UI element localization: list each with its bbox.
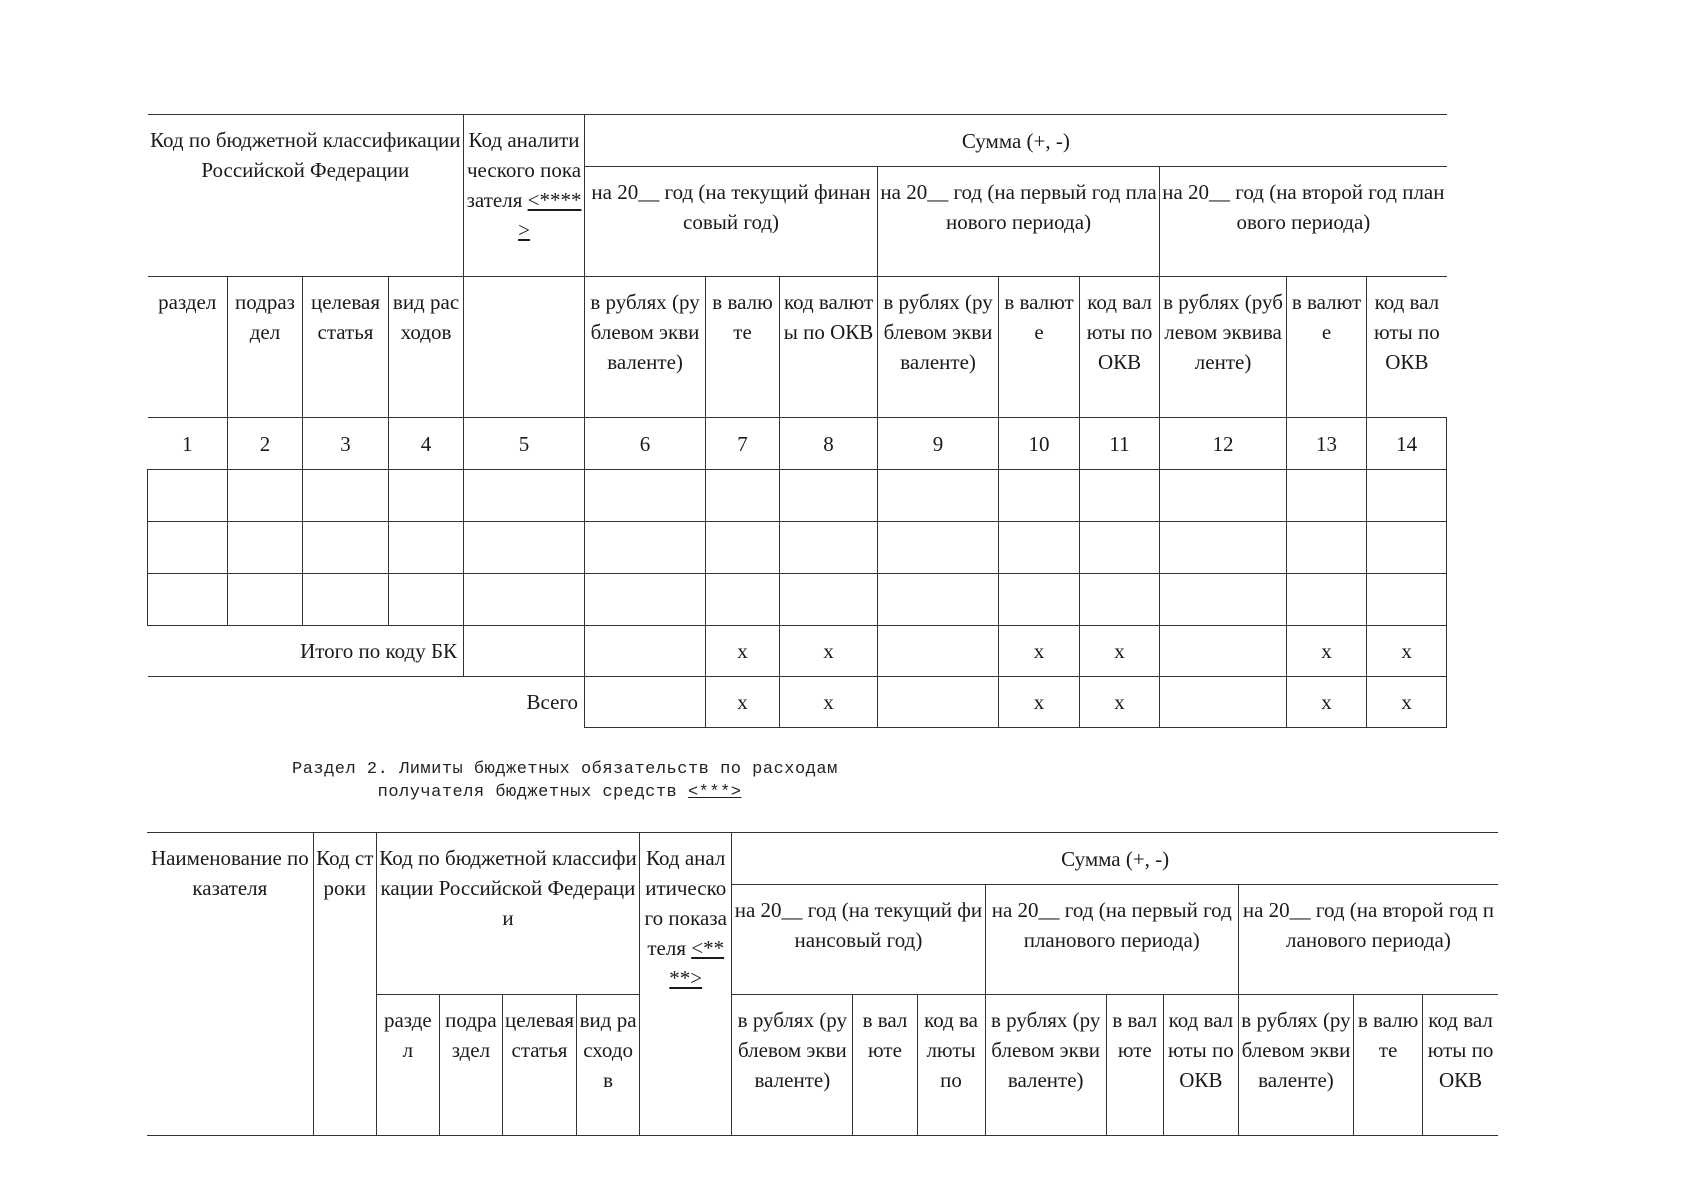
colnum-9: 9 <box>878 418 999 470</box>
header-sum: Сумма (+, -) <box>732 833 1498 885</box>
colnum-10: 10 <box>999 418 1080 470</box>
col-val-first: в валюте <box>1106 995 1163 1136</box>
total-bk-cell-5[interactable] <box>464 626 585 677</box>
col-analytic-spacer <box>464 277 585 418</box>
colnum-1: 1 <box>148 418 228 470</box>
total-bk-cell-7: x <box>706 626 780 677</box>
total-all-cell-14: x <box>1367 677 1447 728</box>
col-okv-second: код валюты по ОКВ <box>1367 277 1447 418</box>
col-val-current: в валюте <box>706 277 780 418</box>
colnum-11: 11 <box>1080 418 1160 470</box>
col-val-second: в валюте <box>1287 277 1367 418</box>
total-all-cell-10: x <box>999 677 1080 728</box>
table-row <box>148 522 1447 574</box>
table-cell[interactable] <box>999 522 1080 574</box>
header-year-first: на 20__ год (на первый год планового периода) <box>985 885 1238 995</box>
col-vid: вид расходов <box>577 995 640 1136</box>
table-cell[interactable] <box>1367 470 1447 522</box>
col-podrazdel: подраздел <box>439 995 502 1136</box>
table-cell[interactable] <box>464 574 585 626</box>
table-cell[interactable] <box>228 522 303 574</box>
table-cell[interactable] <box>389 574 464 626</box>
col-razdel: раздел <box>148 277 228 418</box>
header-kbk: Код по бюджетной классификации Российской Федерации <box>148 115 464 277</box>
table-cell[interactable] <box>228 470 303 522</box>
col-rub-second: в рублях (рублевом эквиваленте) <box>1160 277 1287 418</box>
table-cell[interactable] <box>1367 574 1447 626</box>
colnum-14: 14 <box>1367 418 1447 470</box>
colnum-7: 7 <box>706 418 780 470</box>
colnum-4: 4 <box>389 418 464 470</box>
table-cell[interactable] <box>1287 470 1367 522</box>
table-cell[interactable] <box>706 522 780 574</box>
table-cell[interactable] <box>1080 470 1160 522</box>
total-bk-cell-11: x <box>1080 626 1160 677</box>
colnum-6: 6 <box>585 418 706 470</box>
table-cell[interactable] <box>464 522 585 574</box>
total-bk-cell-9[interactable] <box>878 626 999 677</box>
col-val-current: в валюте <box>853 995 917 1136</box>
col-rub-current: в рублях (рублевом эквиваленте) <box>732 995 853 1136</box>
total-bk-cell-10: x <box>999 626 1080 677</box>
col-podrazdel: подраздел <box>228 277 303 418</box>
table-cell[interactable] <box>148 574 228 626</box>
table-cell[interactable] <box>148 522 228 574</box>
col-okv-first: код валюты по ОКВ <box>1080 277 1160 418</box>
colnum-8: 8 <box>780 418 878 470</box>
table-cell[interactable] <box>780 574 878 626</box>
total-all-cell-6[interactable] <box>585 677 706 728</box>
table-cell[interactable] <box>303 522 389 574</box>
footnote-ref-link[interactable]: <****> <box>669 936 725 990</box>
total-all-label: Всего <box>148 677 585 728</box>
table-cell[interactable] <box>1287 522 1367 574</box>
total-bk-label: Итого по коду БК <box>148 626 464 677</box>
header-analytic-label: Код аналитического показателя <box>466 128 582 212</box>
total-all-cell-8: x <box>780 677 878 728</box>
table-cell[interactable] <box>1080 574 1160 626</box>
colnum-2: 2 <box>228 418 303 470</box>
header-name: Наименование показателя <box>147 833 313 1136</box>
col-okv-second: код валюты по ОКВ <box>1423 995 1498 1136</box>
total-all-cell-9[interactable] <box>878 677 999 728</box>
header-year-second: на 20__ год (на второй год планового периода) <box>1160 167 1447 277</box>
col-rub-second: в рублях (рублевом эквиваленте) <box>1238 995 1353 1136</box>
col-rub-current: в рублях (рублевом эквиваленте) <box>585 277 706 418</box>
header-year-current: на 20__ год (на текущий финансовый год) <box>585 167 878 277</box>
col-okv-current: код валюты по <box>917 995 985 1136</box>
total-bk-cell-8: x <box>780 626 878 677</box>
colnum-13: 13 <box>1287 418 1367 470</box>
table-cell[interactable] <box>706 574 780 626</box>
table-cell[interactable] <box>1287 574 1367 626</box>
table-cell[interactable] <box>228 574 303 626</box>
header-year-first: на 20__ год (на первый год планового периода) <box>878 167 1160 277</box>
table-cell[interactable] <box>1160 574 1287 626</box>
col-rub-first: в рублях (рублевом эквиваленте) <box>878 277 999 418</box>
footnote-ref-link[interactable]: <***> <box>687 783 742 802</box>
total-all-cell-13: x <box>1287 677 1367 728</box>
header-year-second: на 20__ год (на второй год планового периода) <box>1238 885 1498 995</box>
colnum-3: 3 <box>303 418 389 470</box>
total-all-cell-11: x <box>1080 677 1160 728</box>
table-cell[interactable] <box>878 574 999 626</box>
header-kbk: Код по бюджетной классификации Российской Федерации <box>376 833 639 995</box>
table-cell[interactable] <box>1367 522 1447 574</box>
table-cell[interactable] <box>999 470 1080 522</box>
table-cell[interactable] <box>389 522 464 574</box>
colnum-5: 5 <box>464 418 585 470</box>
table-cell[interactable] <box>780 470 878 522</box>
total-all-cell-7: x <box>706 677 780 728</box>
table-cell[interactable] <box>706 470 780 522</box>
col-vid: вид расходов <box>389 277 464 418</box>
header-analytic-code <box>464 115 585 277</box>
table-cell[interactable] <box>878 470 999 522</box>
col-val-first: в валюте <box>999 277 1080 418</box>
footnote-ref-link[interactable]: <****> <box>518 188 582 242</box>
col-rub-first: в рублях (рублевом эквиваленте) <box>985 995 1106 1136</box>
total-bk-cell-12[interactable] <box>1160 626 1287 677</box>
table-cell[interactable] <box>1080 522 1160 574</box>
header-sum: Сумма (+, -) <box>585 115 1447 167</box>
table-cell[interactable] <box>1160 470 1287 522</box>
table-cell[interactable] <box>585 470 706 522</box>
budget-table-section1 <box>147 114 1447 728</box>
table-row <box>148 574 1447 626</box>
total-all-row <box>148 677 1447 728</box>
table-cell[interactable] <box>585 522 706 574</box>
col-celevaya: целевая статья <box>502 995 576 1136</box>
total-all-cell-12[interactable] <box>1160 677 1287 728</box>
total-bk-cell-13: x <box>1287 626 1367 677</box>
section2-heading-line2: получателя бюджетных средств <box>292 783 688 802</box>
table-cell[interactable] <box>780 522 878 574</box>
table-cell[interactable] <box>303 470 389 522</box>
section2-heading-line1: Раздел 2. Лимиты бюджетных обязательств по расходам <box>292 760 838 779</box>
table-cell[interactable] <box>999 574 1080 626</box>
col-okv-first: код валюты по ОКВ <box>1163 995 1238 1136</box>
total-bk-cell-6[interactable] <box>585 626 706 677</box>
header-analytic-label: Код аналитического показателя <box>644 846 727 960</box>
header-year-current: на 20__ год (на текущий финансовый год) <box>732 885 985 995</box>
section2-heading <box>292 758 838 804</box>
table-row <box>148 470 1447 522</box>
col-okv-current: код валюты по ОКВ <box>780 277 878 418</box>
col-razdel: раздел <box>376 995 439 1136</box>
table-cell[interactable] <box>464 470 585 522</box>
budget-table-section2 <box>147 832 1498 1136</box>
colnum-12: 12 <box>1160 418 1287 470</box>
table-cell[interactable] <box>389 470 464 522</box>
col-celevaya: целевая статья <box>303 277 389 418</box>
table-cell[interactable] <box>303 574 389 626</box>
table-cell[interactable] <box>148 470 228 522</box>
col-val-second: в валюте <box>1354 995 1423 1136</box>
header-analytic-code <box>640 833 732 1136</box>
header-line-code: Код строки <box>313 833 376 1136</box>
table-cell[interactable] <box>878 522 999 574</box>
table-cell[interactable] <box>585 574 706 626</box>
total-bk-row <box>148 626 1447 677</box>
table-cell[interactable] <box>1160 522 1287 574</box>
total-bk-cell-14: x <box>1367 626 1447 677</box>
